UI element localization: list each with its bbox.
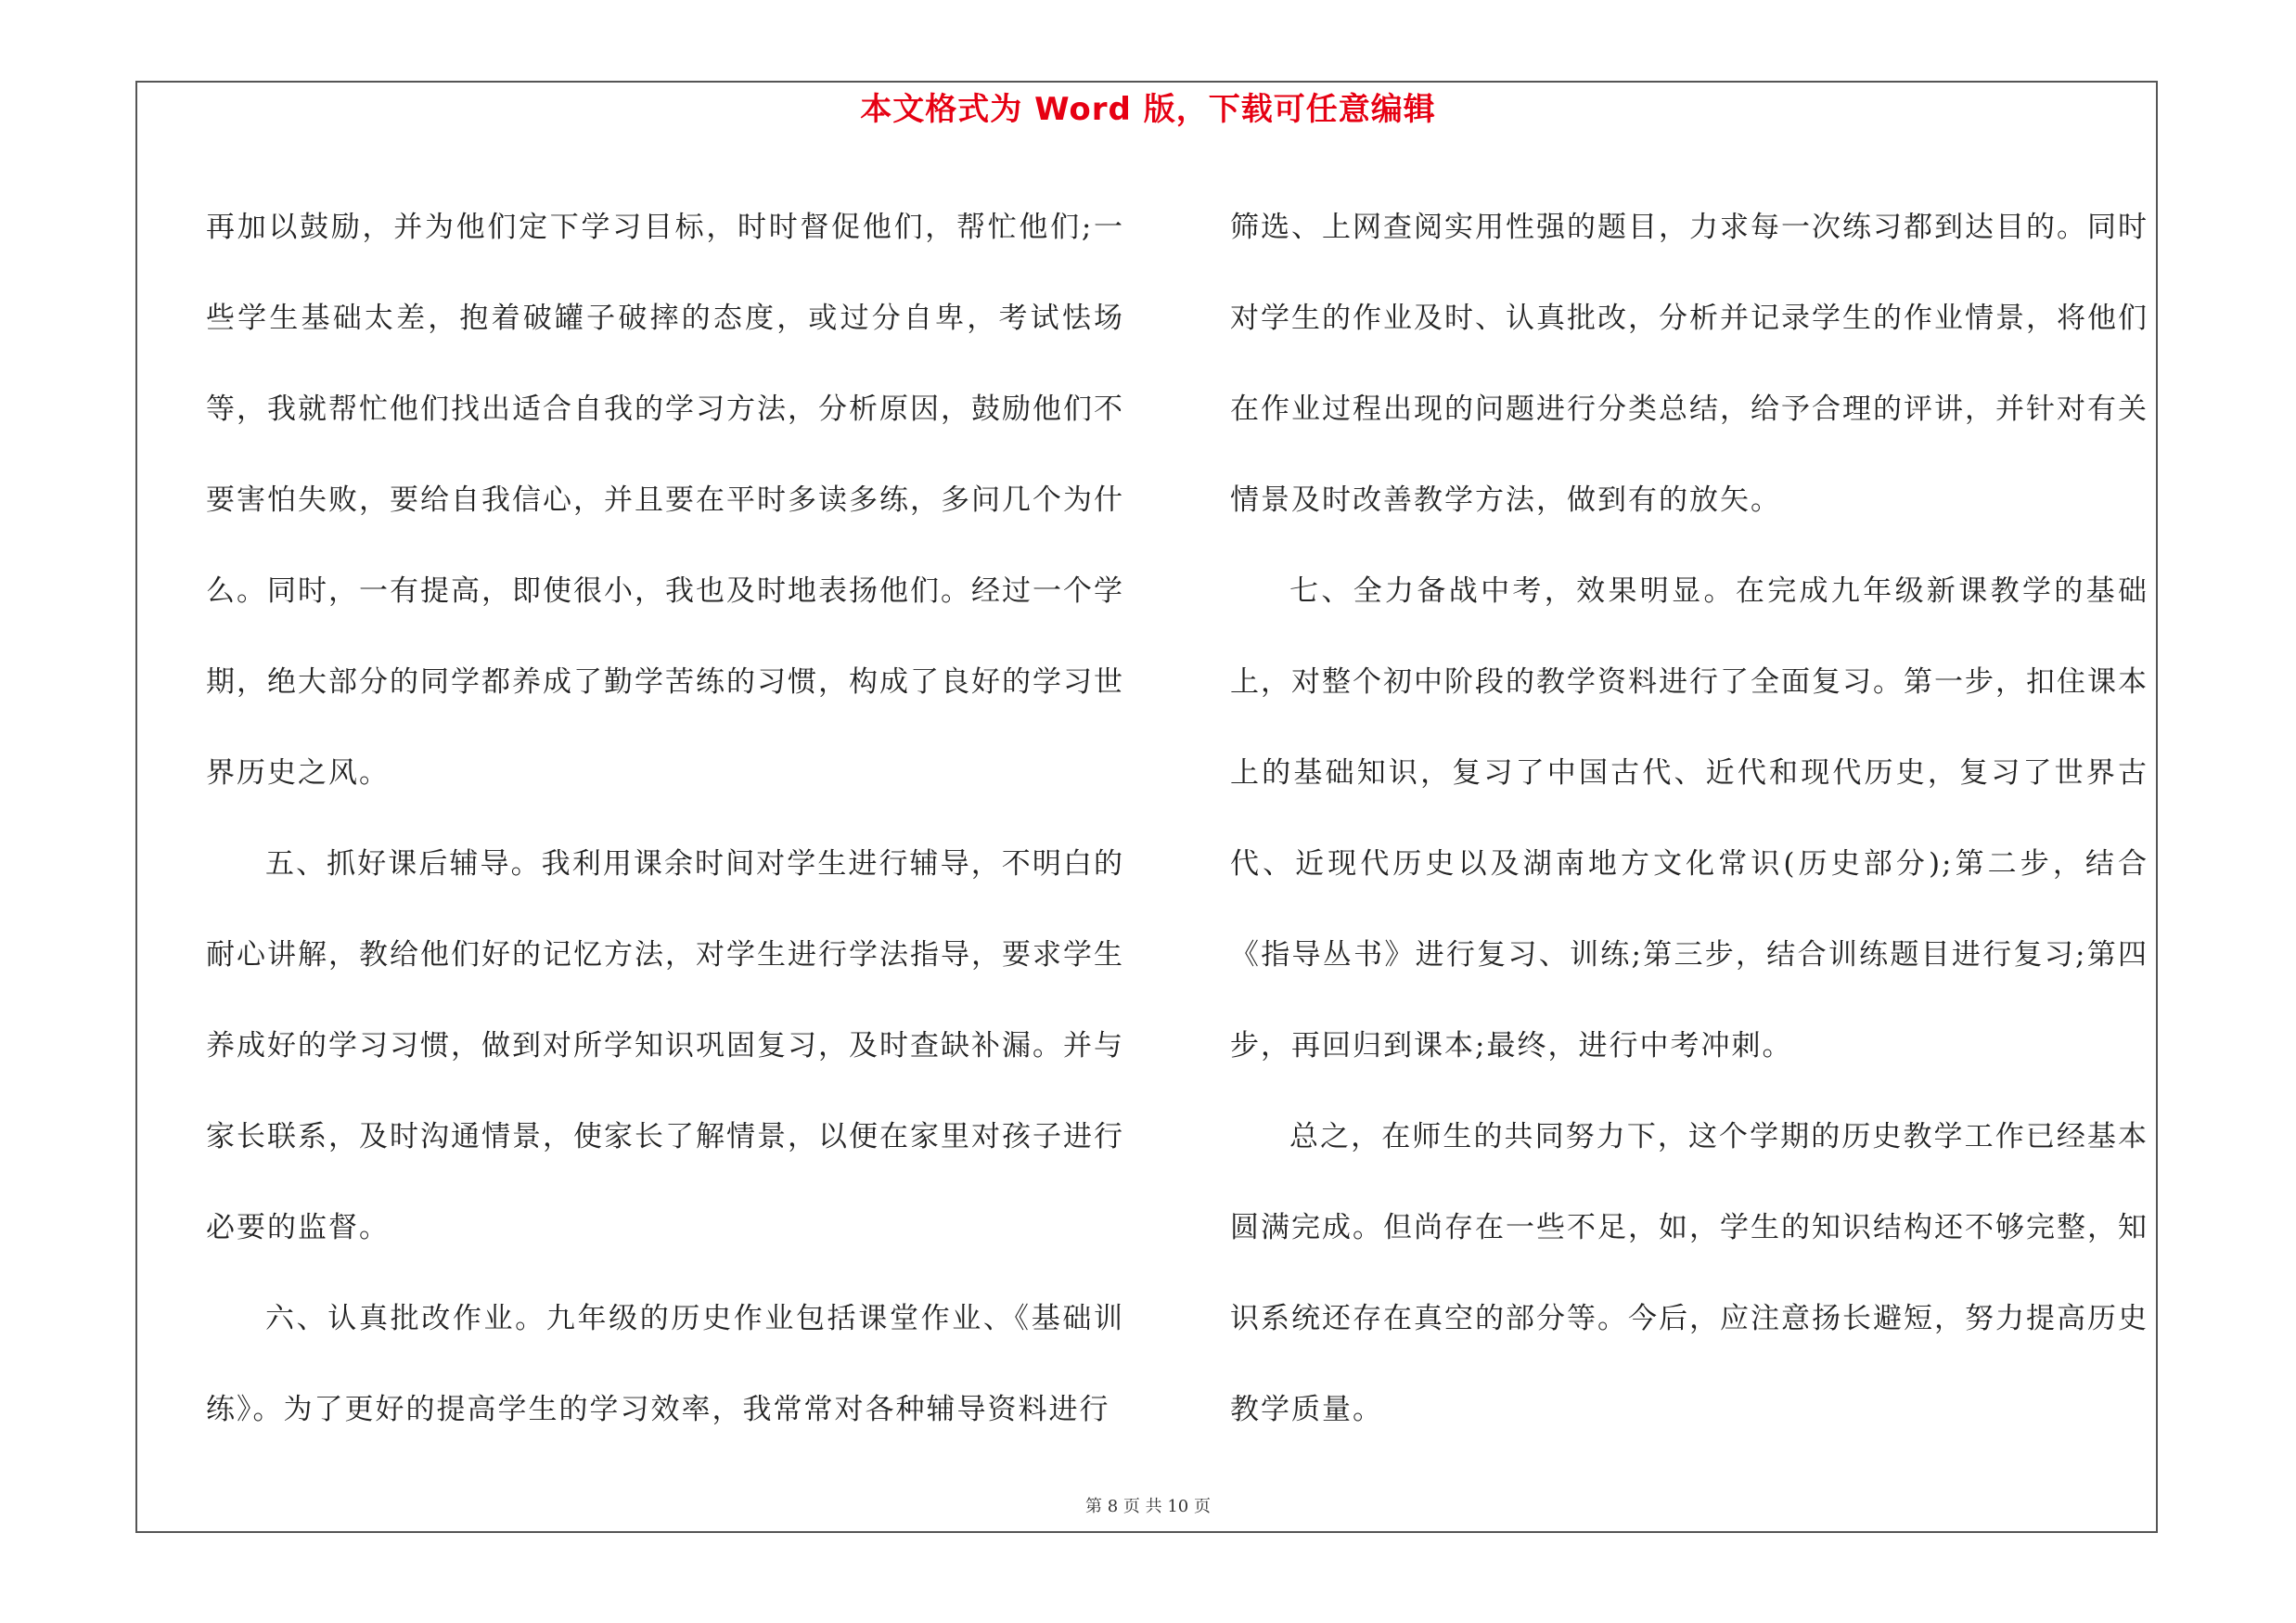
paragraph-exam-preparation: 七、全力备战中考，效果明显。在完成九年级新课教学的基础上，对整个初中阶段的教学资料进行了全面复习。第一步，扣住课本上的基础知识，复习了中国古代、近代和现代历史，复习了世界古代、近现代历史以及湖南地方文化常识(历史部分);第二步，结合《指导丛书》进行复习、训练;第三步，结合训练题目进行复习;第四步，再回归到课本;最终，进行中考冲刺。 [1230, 574, 2148, 1063]
paragraph-continued-encouragement: 再加以鼓励，并为他们定下学习目标，时时督促他们，帮忙他们;一些学生基础太差，抱着破罐子破摔的态度，或过分自卑，考试怯场等，我就帮忙他们找出适合自我的学习方法，分析原因，鼓励他们不要害怕失败，要给自我信心，并且要在平时多读多练，多问几个为什么。同时，一有提高，即使很小，我也及时地表扬他们。经过一个学期，绝大部分的同学都养成了勤学苦练的习惯，构成了良好的学习世界历史之风。 [206, 211, 1124, 790]
page-number-footer: 第 8 页 共 10 页 [1085, 1497, 1211, 1516]
paragraph-homework-continued: 筛选、上网查阅实用性强的题目，力求每一次练习都到达目的。同时对学生的作业及时、认真批改，分析并记录学生的作业情景，将他们在作业过程出现的问题进行分类总结，给予合理的评讲，并针对有关情景及时改善教学方法，做到有的放矢。 [1230, 211, 2148, 517]
paragraph-homework-correction: 六、认真批改作业。九年级的历史作业包括课堂作业、《基础训练》。为了更好的提高学生的学习效率，我常常对各种辅导资料进行 [206, 1302, 1124, 1426]
right-column [1230, 182, 2148, 1455]
editable-format-banner: 本文格式为 Word 版，下载可任意编辑 [860, 91, 1436, 128]
paragraph-after-class-tutoring: 五、抓好课后辅导。我利用课余时间对学生进行辅导，不明白的耐心讲解，教给他们好的记忆方法，对学生进行学法指导，要求学生养成好的学习习惯，做到对所学知识巩固复习，及时查缺补漏。并与家长联系，及时沟通情景，使家长了解情景，以便在家里对孩子进行必要的监督。 [206, 847, 1124, 1244]
paragraph-summary: 总之，在师生的共同努力下，这个学期的历史教学工作已经基本圆满完成。但尚存在一些不足，如，学生的知识结构还不够完整，知识系统还存在真空的部分等。今后，应注意扬长避短，努力提高历史教学质量。 [1230, 1120, 2148, 1426]
left-column [206, 182, 1124, 1455]
